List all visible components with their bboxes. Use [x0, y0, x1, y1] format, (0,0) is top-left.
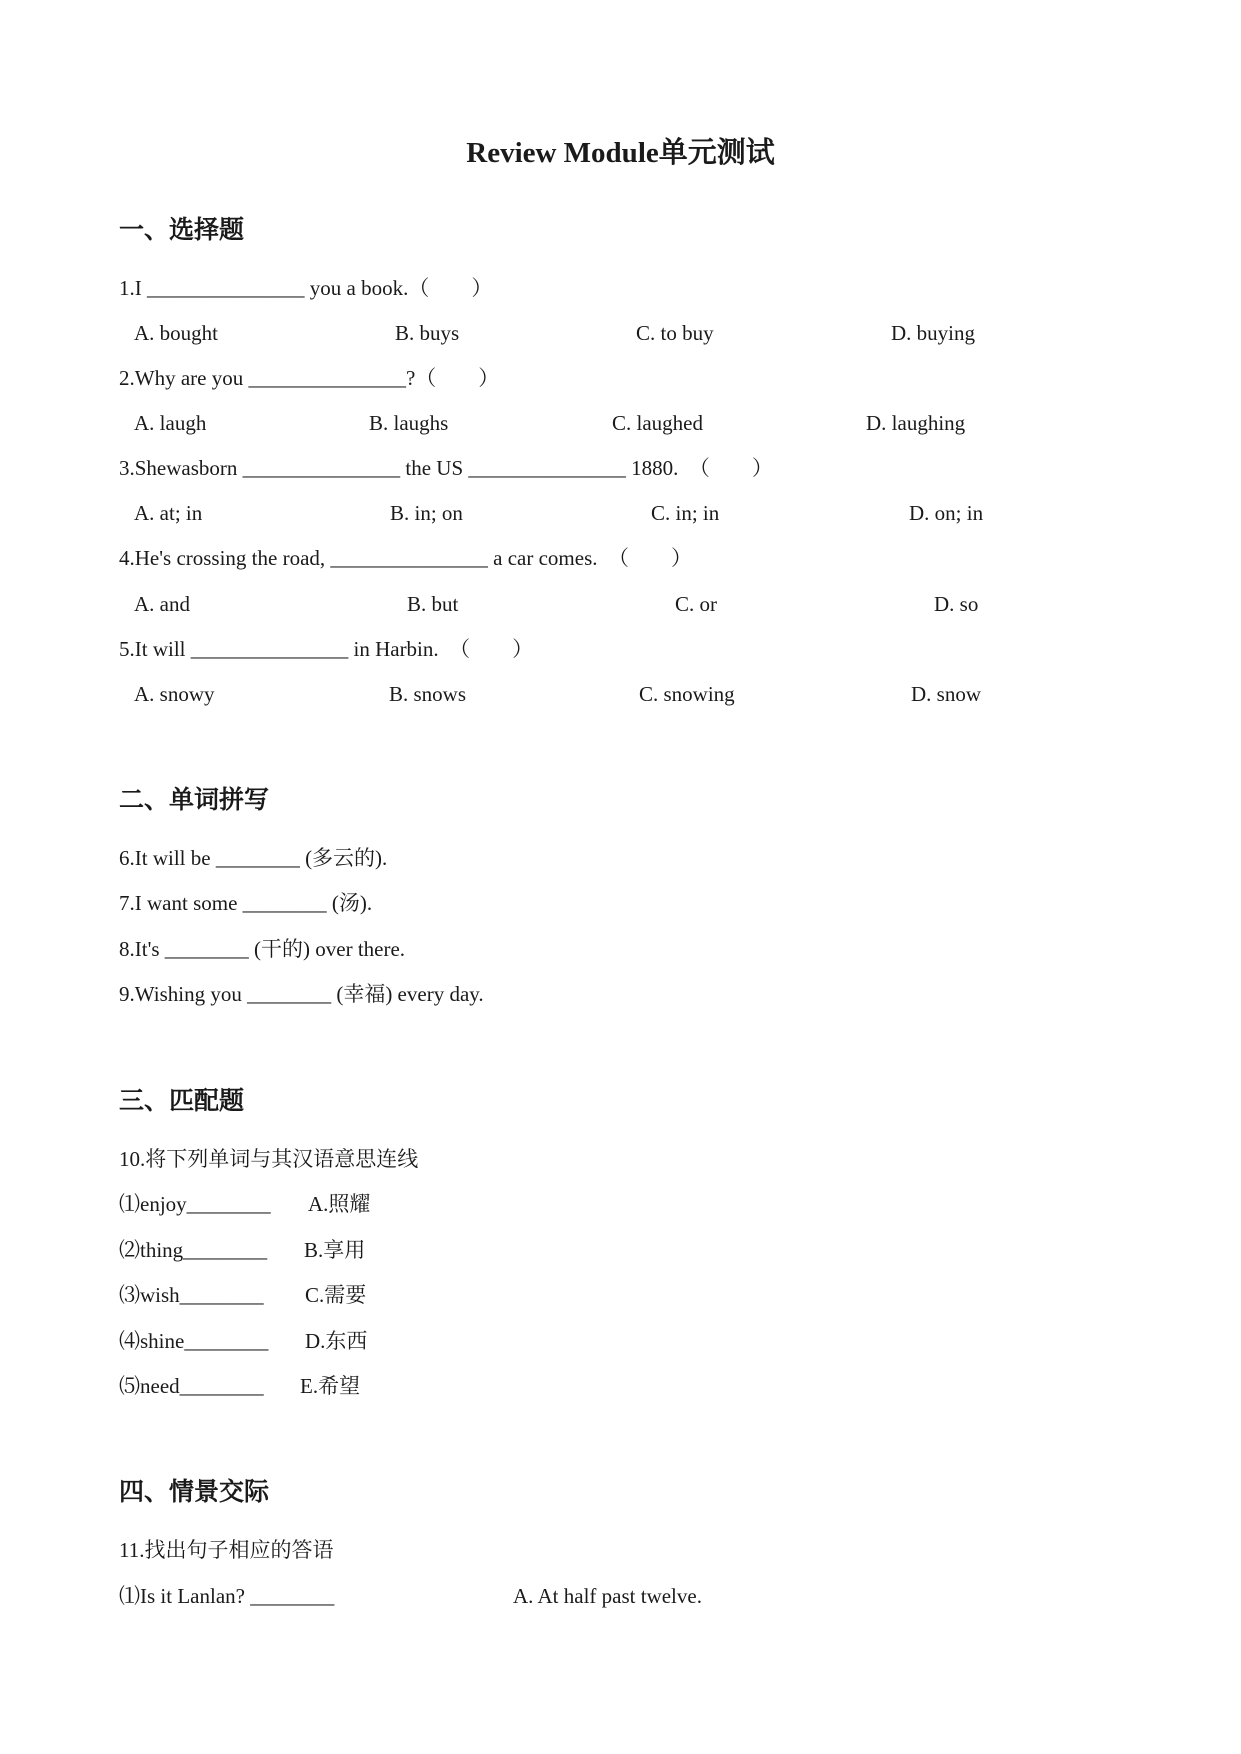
question-stem: 5.It will _______________ in Harbin. （ ）	[119, 637, 534, 661]
question-stem: 2.Why are you _______________?（ ）	[119, 366, 500, 390]
question-stem: 3.Shewasborn _______________ the US _______________ 1880. （ ）	[119, 456, 773, 480]
option-c: C. snowing	[639, 682, 735, 706]
matching-item-right: A.照耀	[308, 1192, 371, 1216]
option-a: A. bought	[134, 321, 218, 345]
section-heading-spelling: 二、单词拼写	[119, 785, 270, 814]
matching-item-left: ⑴enjoy________	[119, 1192, 271, 1216]
option-b: B. but	[407, 592, 459, 616]
options-row	[0, 679, 1241, 709]
dialogue-item-right: A. At half past twelve.	[513, 1584, 702, 1608]
options-row	[0, 589, 1241, 619]
option-d: D. so	[934, 592, 979, 616]
spelling-question: 8.It's ________ (干的) over there.	[119, 937, 406, 961]
option-d: D. on; in	[909, 501, 984, 525]
matching-item-left: ⑸need________	[119, 1374, 264, 1398]
page-title: Review Module单元测试	[466, 137, 775, 169]
options-row	[0, 408, 1241, 438]
matching-item-right: C.需要	[305, 1283, 367, 1307]
spelling-question: 6.It will be ________ (多云的).	[119, 846, 388, 870]
option-a: A. laugh	[134, 411, 207, 435]
section-heading-matching: 三、匹配题	[119, 1086, 245, 1115]
option-b: B. snows	[389, 682, 467, 706]
question-stem: 1.I _______________ you a book.（ ）	[119, 276, 493, 300]
section-heading-dialogue: 四、情景交际	[119, 1477, 270, 1506]
option-d: D. laughing	[866, 411, 966, 435]
matching-item-right: E.希望	[300, 1374, 361, 1398]
matching-item-right: D.东西	[305, 1329, 368, 1353]
spelling-question: 9.Wishing you ________ (幸福) every day.	[119, 982, 484, 1006]
dialogue-item-left: ⑴Is it Lanlan? ________	[119, 1584, 335, 1608]
option-c: C. in; in	[651, 501, 720, 525]
option-c: C. or	[675, 592, 717, 616]
matching-instruction: 10.将下列单词与其汉语意思连线	[119, 1147, 419, 1171]
option-d: D. snow	[911, 682, 982, 706]
option-c: C. laughed	[612, 411, 703, 435]
options-row	[0, 498, 1241, 528]
spelling-question: 7.I want some ________ (汤).	[119, 891, 373, 915]
options-row	[0, 318, 1241, 348]
option-a: A. at; in	[134, 501, 203, 525]
section-heading-choice: 一、选择题	[119, 215, 245, 244]
option-d: D. buying	[891, 321, 975, 345]
option-b: B. buys	[395, 321, 460, 345]
matching-item-left: ⑷shine________	[119, 1329, 269, 1353]
matching-item-left: ⑵thing________	[119, 1238, 268, 1262]
option-b: B. in; on	[390, 501, 463, 525]
option-b: B. laughs	[369, 411, 449, 435]
option-c: C. to buy	[636, 321, 714, 345]
matching-item-right: B.享用	[304, 1238, 366, 1262]
dialogue-instruction: 11.找出句子相应的答语	[119, 1538, 334, 1562]
option-a: A. and	[134, 592, 190, 616]
option-a: A. snowy	[134, 682, 215, 706]
matching-item-left: ⑶wish________	[119, 1283, 264, 1307]
question-stem: 4.He's crossing the road, _______________ a car comes. （ ）	[119, 546, 693, 570]
